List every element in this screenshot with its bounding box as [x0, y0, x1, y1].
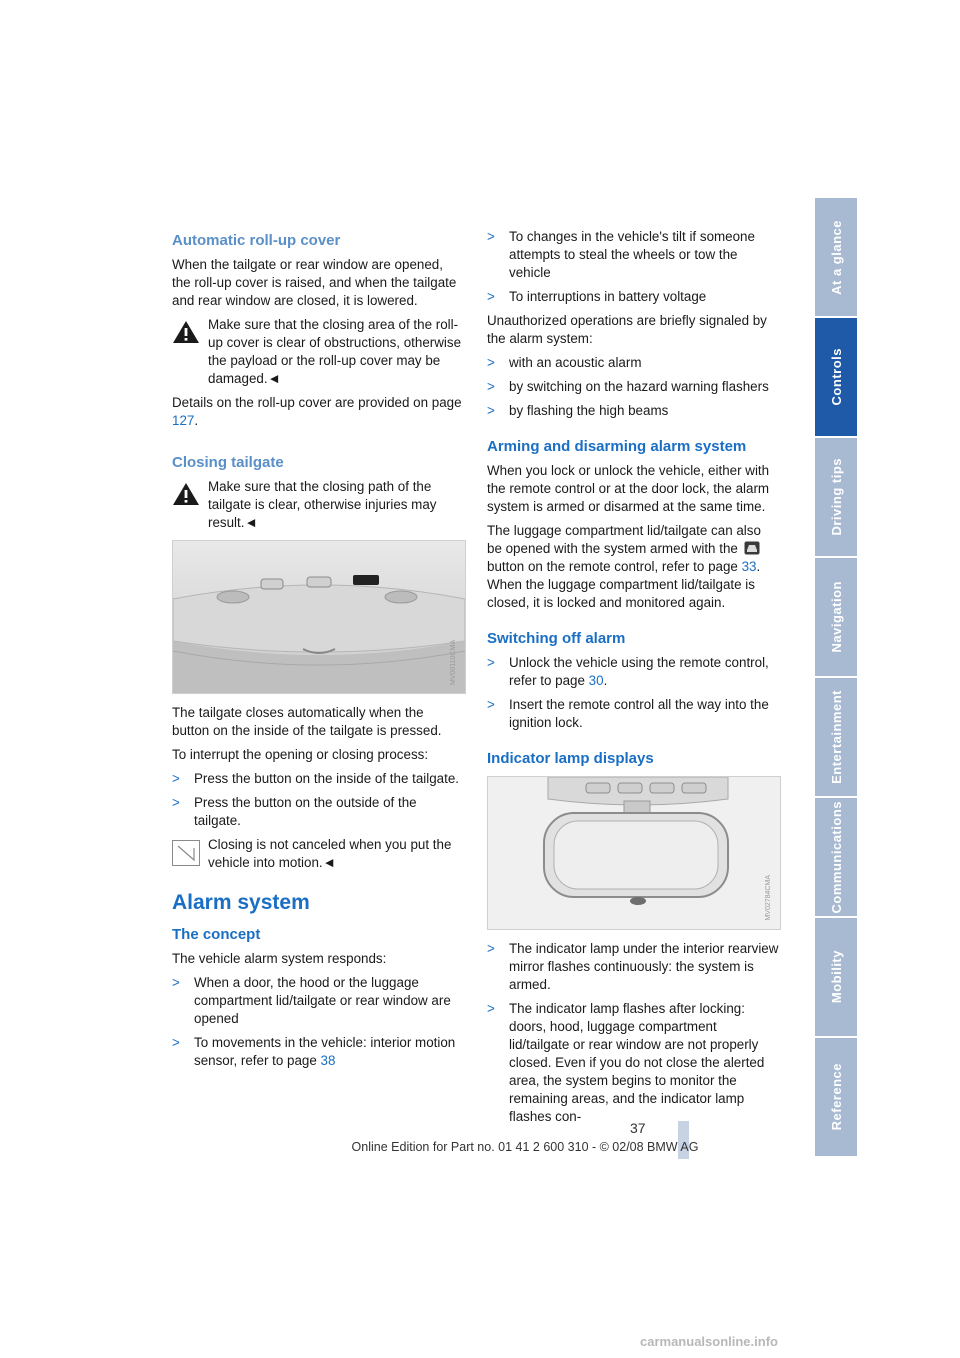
paragraph-rollup-details: Details on the roll-up cover are provided on page 127.	[172, 395, 462, 428]
list-item: > Unlock the vehicle using the remote control, refer to page 30.	[487, 655, 769, 688]
tab-reference[interactable]: Reference	[815, 1038, 857, 1156]
left-column	[172, 228, 464, 1076]
image-code: MV02784CMA	[765, 875, 772, 921]
heading-alarm-system: Alarm system	[172, 891, 310, 914]
list-item: > The indicator lamp flashes after locking: doors, hood, luggage compartment lid/tailgate or rear window are not properly closed. Even if you do not close the alerted area, the system begins to monitor the remaining areas, and the indicator lamp flashes con-	[487, 1001, 765, 1124]
tab-communications[interactable]: Communications	[815, 798, 857, 916]
heading-indicator-lamp: Indicator lamp displays	[487, 750, 654, 767]
warning-triangle-icon	[172, 482, 200, 506]
list-item: > Press the button on the outside of the tailgate.	[172, 795, 417, 828]
paragraph-interrupt: To interrupt the opening or closing process:	[172, 747, 429, 762]
paragraph-luggage: The luggage compartment lid/tailgate can also be opened with the system armed with the button on the remote control, refer to page 33. When the luggage compartment lid/tailgate is closed, it is locked and monitored again.	[487, 523, 761, 610]
list-item: > Insert the remote control all the way into the ignition lock.	[487, 697, 769, 730]
tab-mobility[interactable]: Mobility	[815, 918, 857, 1036]
tab-navigation[interactable]: Navigation	[815, 558, 857, 676]
list-item: > with an acoustic alarm	[487, 355, 642, 370]
heading-arming: Arming and disarming alarm system	[487, 438, 747, 455]
chapter-tabs	[815, 198, 857, 1158]
page-link-38[interactable]: 38	[320, 1053, 336, 1068]
heading-closing-tailgate: Closing tailgate	[172, 454, 284, 471]
right-column	[487, 228, 779, 1132]
list-item: > When a door, the hood or the luggage compartment lid/tailgate or rear window are opened	[172, 975, 451, 1026]
mirror-image	[487, 776, 781, 930]
tailgate-button-icon	[744, 541, 760, 555]
note-closing-text: Closing is not canceled when you put the vehicle into motion.◄	[208, 837, 452, 870]
list-item: > by flashing the high beams	[487, 403, 669, 418]
note-icon	[172, 840, 200, 866]
warning-triangle-icon	[172, 320, 200, 344]
paragraph-rollup: When the tailgate or rear window are opened, the roll-up cover is raised, and when the tailgate and rear window are closed, it is lowered.	[172, 257, 457, 308]
heading-switch-off-alarm: Switching off alarm	[487, 630, 626, 647]
warning-tailgate	[172, 478, 464, 532]
list-item: > Press the button on the inside of the tailgate.	[172, 771, 460, 786]
tab-at-a-glance[interactable]: At a glance	[815, 198, 857, 316]
list-item: > The indicator lamp under the interior rearview mirror flashes continuously: the system is armed.	[487, 941, 779, 992]
page-link-127[interactable]: 127	[172, 413, 195, 428]
paragraph-unauthorized: Unauthorized operations are briefly signaled by the alarm system:	[487, 313, 767, 346]
rearview-mirror-illustration	[488, 777, 780, 929]
tab-driving-tips[interactable]: Driving tips	[815, 438, 857, 556]
paragraph-auto-close: The tailgate closes automatically when the button on the inside of the tailgate is pressed.	[172, 705, 442, 738]
paragraph-responds: The vehicle alarm system responds:	[172, 951, 387, 966]
image-code: MV00110CMA	[450, 639, 457, 685]
heading-concept: The concept	[172, 926, 261, 943]
warning-tailgate-text: Make sure that the closing path of the tailgate is clear, otherwise injuries may result.◄	[208, 479, 437, 530]
tab-entertainment[interactable]: Entertainment	[815, 678, 857, 796]
tailgate-interior-illustration	[173, 541, 465, 693]
tab-controls[interactable]: Controls	[815, 318, 857, 436]
list-item: > To movements in the vehicle: interior motion sensor, refer to page 38	[172, 1035, 456, 1068]
list-item: > To changes in the vehicle's tilt if someone attempts to steal the wheels or tow the vehicle	[487, 229, 755, 280]
page-link-30[interactable]: 30	[588, 673, 604, 688]
footer-edition-note: Online Edition for Part no. 01 41 2 600 310 - © 02/08 BMW AG	[351, 1140, 699, 1154]
heading-rollup-cover: Automatic roll-up cover	[172, 232, 341, 249]
list-item: > by switching on the hazard warning flashers	[487, 379, 769, 394]
warning-rollup-text: Make sure that the closing area of the roll-up cover is clear of obstructions, otherwise the payload or the roll-up cover may be damaged.◄	[208, 317, 462, 386]
page-number: 37	[630, 1120, 646, 1136]
watermark: carmanualsonline.info	[640, 1334, 778, 1349]
note-closing	[172, 836, 464, 872]
paragraph-arming: When you lock or unlock the vehicle, either with the remote control or at the door lock, the alarm system is armed or disarmed at the same time.	[487, 463, 770, 514]
warning-rollup	[172, 316, 464, 388]
tailgate-image	[172, 540, 466, 694]
list-item: > To interruptions in battery voltage	[487, 289, 707, 304]
page-link-33[interactable]: 33	[741, 559, 757, 574]
